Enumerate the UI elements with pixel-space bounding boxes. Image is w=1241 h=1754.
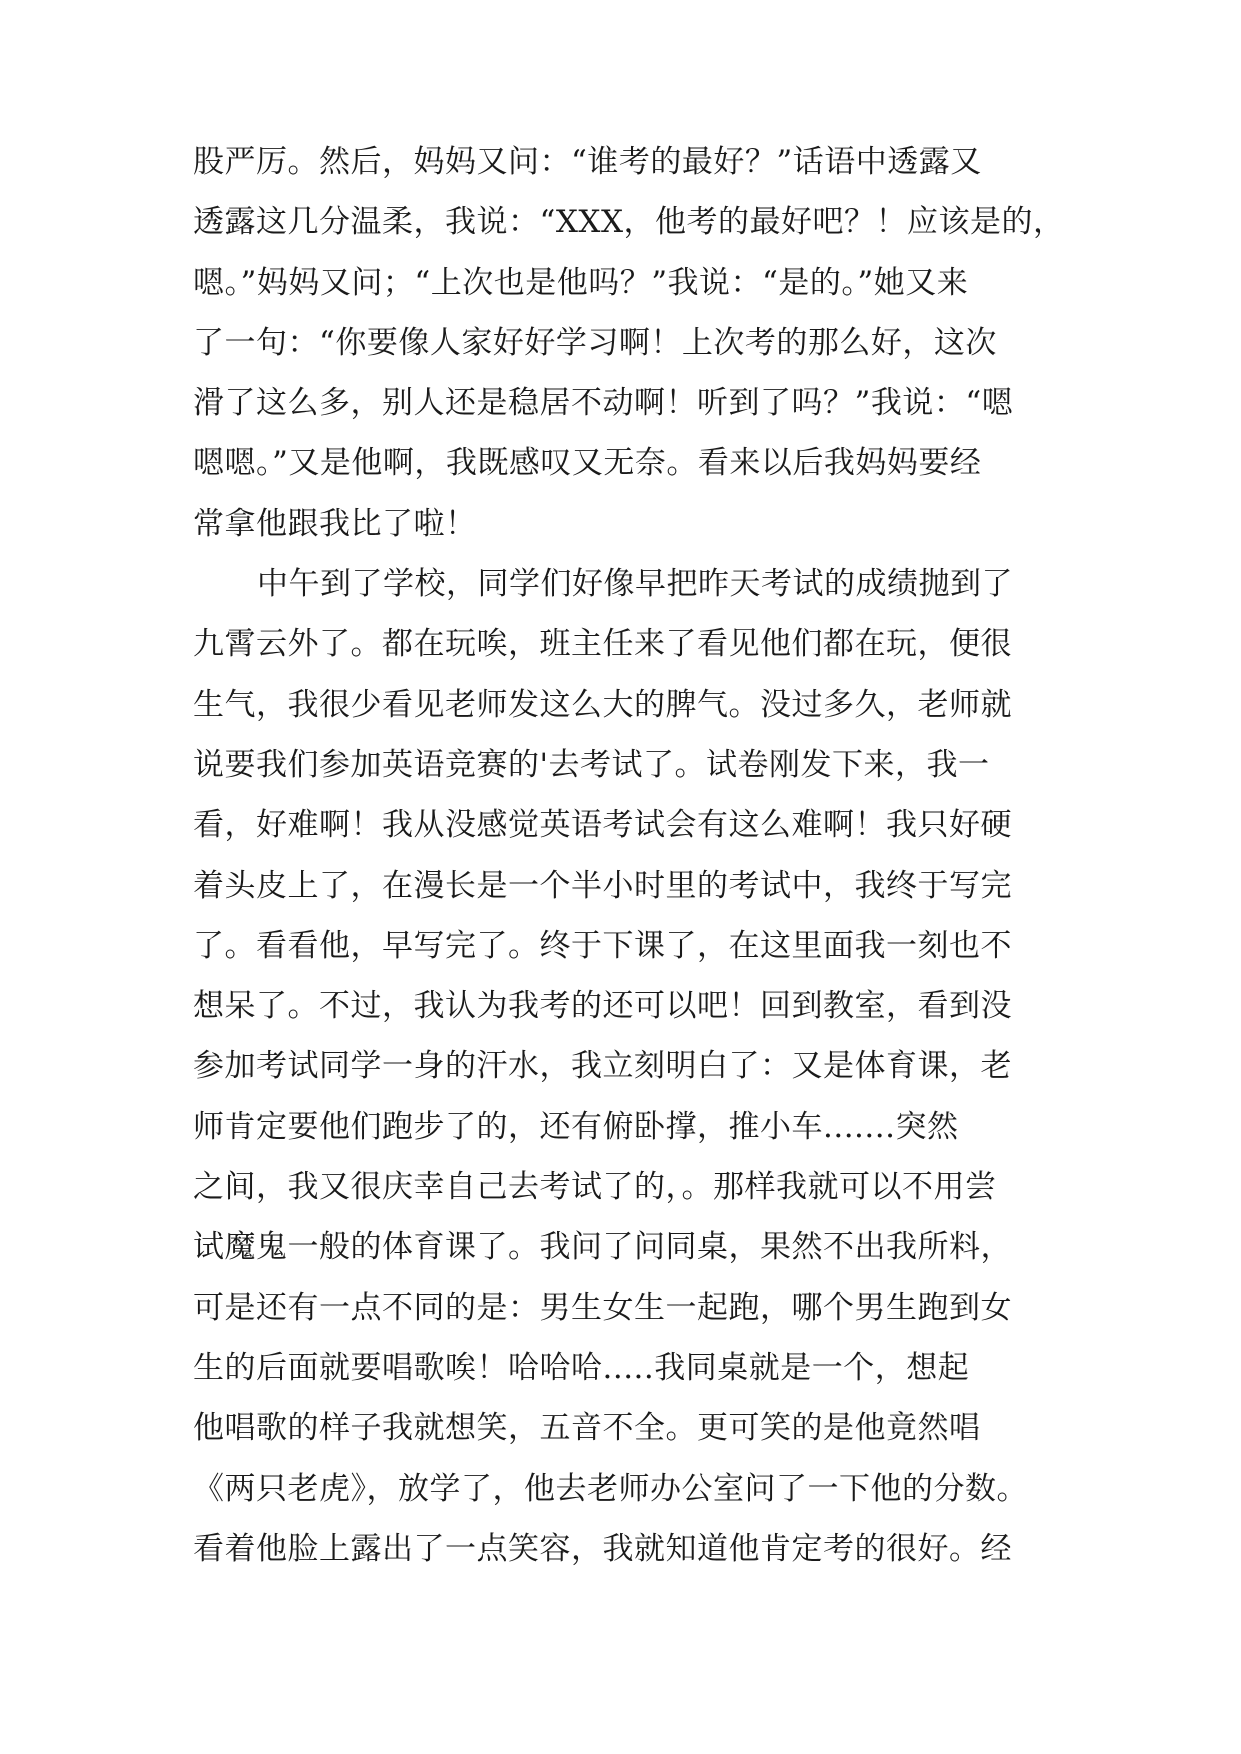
text-line: 嗯。”妈妈又问；“上次也是他吗？”我说：“是的。”她又来	[193, 264, 969, 301]
text-line: 生气，我很少看见老师发这么大的脾气。没过多久，老师就	[193, 686, 1012, 723]
text-line: 了。看看他，早写完了。终于下课了，在这里面我一刻也不	[193, 927, 1012, 964]
text-line: 着头皮上了，在漫长是一个半小时里的考试中，我终于写完	[193, 867, 1012, 904]
text-line: 想呆了。不过，我认为我考的还可以吧！回到教室，看到没	[193, 988, 1012, 1025]
text-line: 滑了这么多，别人还是稳居不动啊！听到了吗？”我说：“嗯	[193, 385, 1014, 422]
text-line: 九霄云外了。都在玩唉，班主任来了看见他们都在玩，便很	[193, 626, 1012, 663]
text-line: 看着他脸上露出了一点笑容，我就知道他肯定考的很好。经	[193, 1530, 1012, 1567]
text-line: 师肯定要他们跑步了的，还有俯卧撑，推小车.......突然	[193, 1108, 959, 1145]
text-line: 看，好难啊！我从没感觉英语考试会有这么难啊！我只好硬	[193, 807, 1012, 844]
text-line: 试魔鬼一般的体育课了。我问了问同桌，果然不出我所料，	[193, 1229, 1012, 1266]
text-line: 他唱歌的样子我就想笑，五音不全。更可笑的是他竟然唱	[193, 1410, 981, 1447]
text-line: 可是还有一点不同的是：男生女生一起跑，哪个男生跑到女	[193, 1289, 1012, 1326]
text-line: 说要我们参加英语竞赛的'去考试了。试卷刚发下来，我一	[193, 746, 990, 783]
paragraph-start-line: 中午到了学校，同学们好像早把昨天考试的成绩抛到了	[257, 566, 1013, 603]
text-line: 了一句：“你要像人家好好学习啊！上次考的那么好，这次	[193, 324, 997, 361]
text-line: 之间，我又很庆幸自己去考试了的，。那样我就可以不用尝	[193, 1169, 997, 1206]
text-line: 股严厉。然后，妈妈又问：“谁考的最好？”话语中透露又	[193, 144, 982, 180]
text-line: 嗯嗯。”又是他啊，我既感叹又无奈。看来以后我妈妈要经	[193, 445, 982, 482]
text-line: 常拿他跟我比了啦！	[193, 505, 477, 542]
text-line: 透露这几分温柔，我说：“XXX，他考的最好吧？！应该是的，	[193, 204, 1065, 241]
text-line: 参加考试同学一身的汗水，我立刻明白了：又是体育课，老	[193, 1048, 1012, 1085]
text-line: 《两只老虎》，放学了，他去老师办公室问了一下他的分数。	[193, 1470, 1028, 1507]
text-line: 生的后面就要唱歌唉！哈哈哈.....我同桌就是一个，想起	[193, 1349, 970, 1386]
body-text	[193, 132, 1073, 1579]
